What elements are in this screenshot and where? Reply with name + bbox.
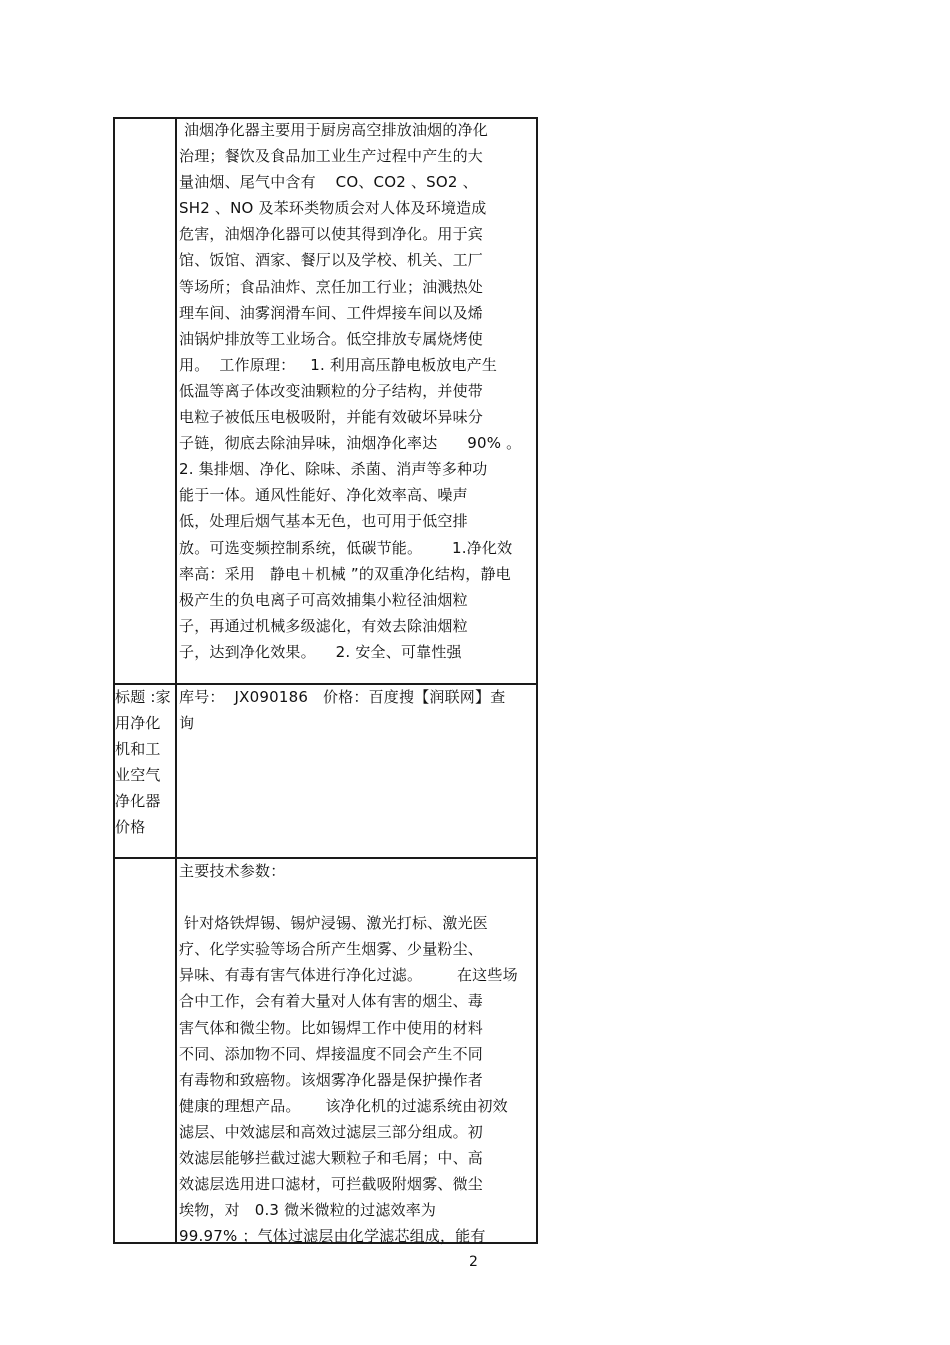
column-divider (175, 117, 177, 1244)
row1-content-text: 油烟净化器主要用于厨房高空排放油烟的净化 治理；餐饮及食品加工业生产过程中产生的大 量油烟、尾气中含有 CO、CO2 、SO2 、 SH2 、NO 及苯环类物质会对人体及环境造成 危害，油烟净化器可以使其得到净化。用于宾 馆、饭馆、酒家、餐厅以及学校、机关、工厂 等场所；食品油炸、烹任加工行业；油溅热处 理车间、油雾润滑车间、工件焊接车间以及烯 油锅炉排放等工业场合。低空排放专属烧烤使 用。 工作原理： 1. 利用高压静电板放电产生 低温等离子体改变油颗粒的分子结构，并使带 电粒子被低压电极吸附，并能有效破坏异味分 子链，彻底去除油异味，油烟净化率达 90% 。 2. 集排烟、净化、除味、杀菌、消声等多种功 能于一体。通风性能好、净化效率高、噪声 低，处理后烟气基本无色，也可用于低空排 放。可选变频控制系统，低碳节能。 1.净化效 率高：采用 静电＋机械 ”的双重净化结构，静电 极产生的负电离子可高效捕集小粒径油烟粒 子，再通过机械多级滤化，有效去除油烟粒 子，达到净化效果。 2. 安全、可靠性强 (179, 121, 522, 661)
row3-content-text: 主要技术参数： 针对烙铁焊锡、锡炉浸锡、激光打标、激光医 疗、化学实验等场合所产生烟雾、少量粉尘、 异味、有毒有害气体进行净化过滤。 在这些场 合中工作，会有着大量对人体有害的烟尘、毒 害气体和微尘物。比如锡焊工作中使用的材料 不同、添加物不同、焊接温度不同会产生不同 有毒物和致癌物。该烟雾净化器是保护操作者 健康的理想产品。 该净化机的过滤系统由初效 滤层、中效滤层和高效过滤层三部分组成。初 效滤层能够拦截过滤大颗粒子和毛屑；中、高 效滤层选用进口滤材，可拦截吸附烟雾、微尘 埃物，对 0.3 微米微粒的过滤效率为 99.97% ；气体过滤层由化学滤芯组成，能有 (179, 862, 518, 1246)
row2-content-text: 库号： JX090186 价格：百度搜【润联网】查 询 (179, 688, 506, 733)
page-number: 2 (469, 1254, 478, 1270)
row2-title-cell: 标题 :家 用净化 机和工 业空气 净化器 价格 (115, 688, 171, 837)
